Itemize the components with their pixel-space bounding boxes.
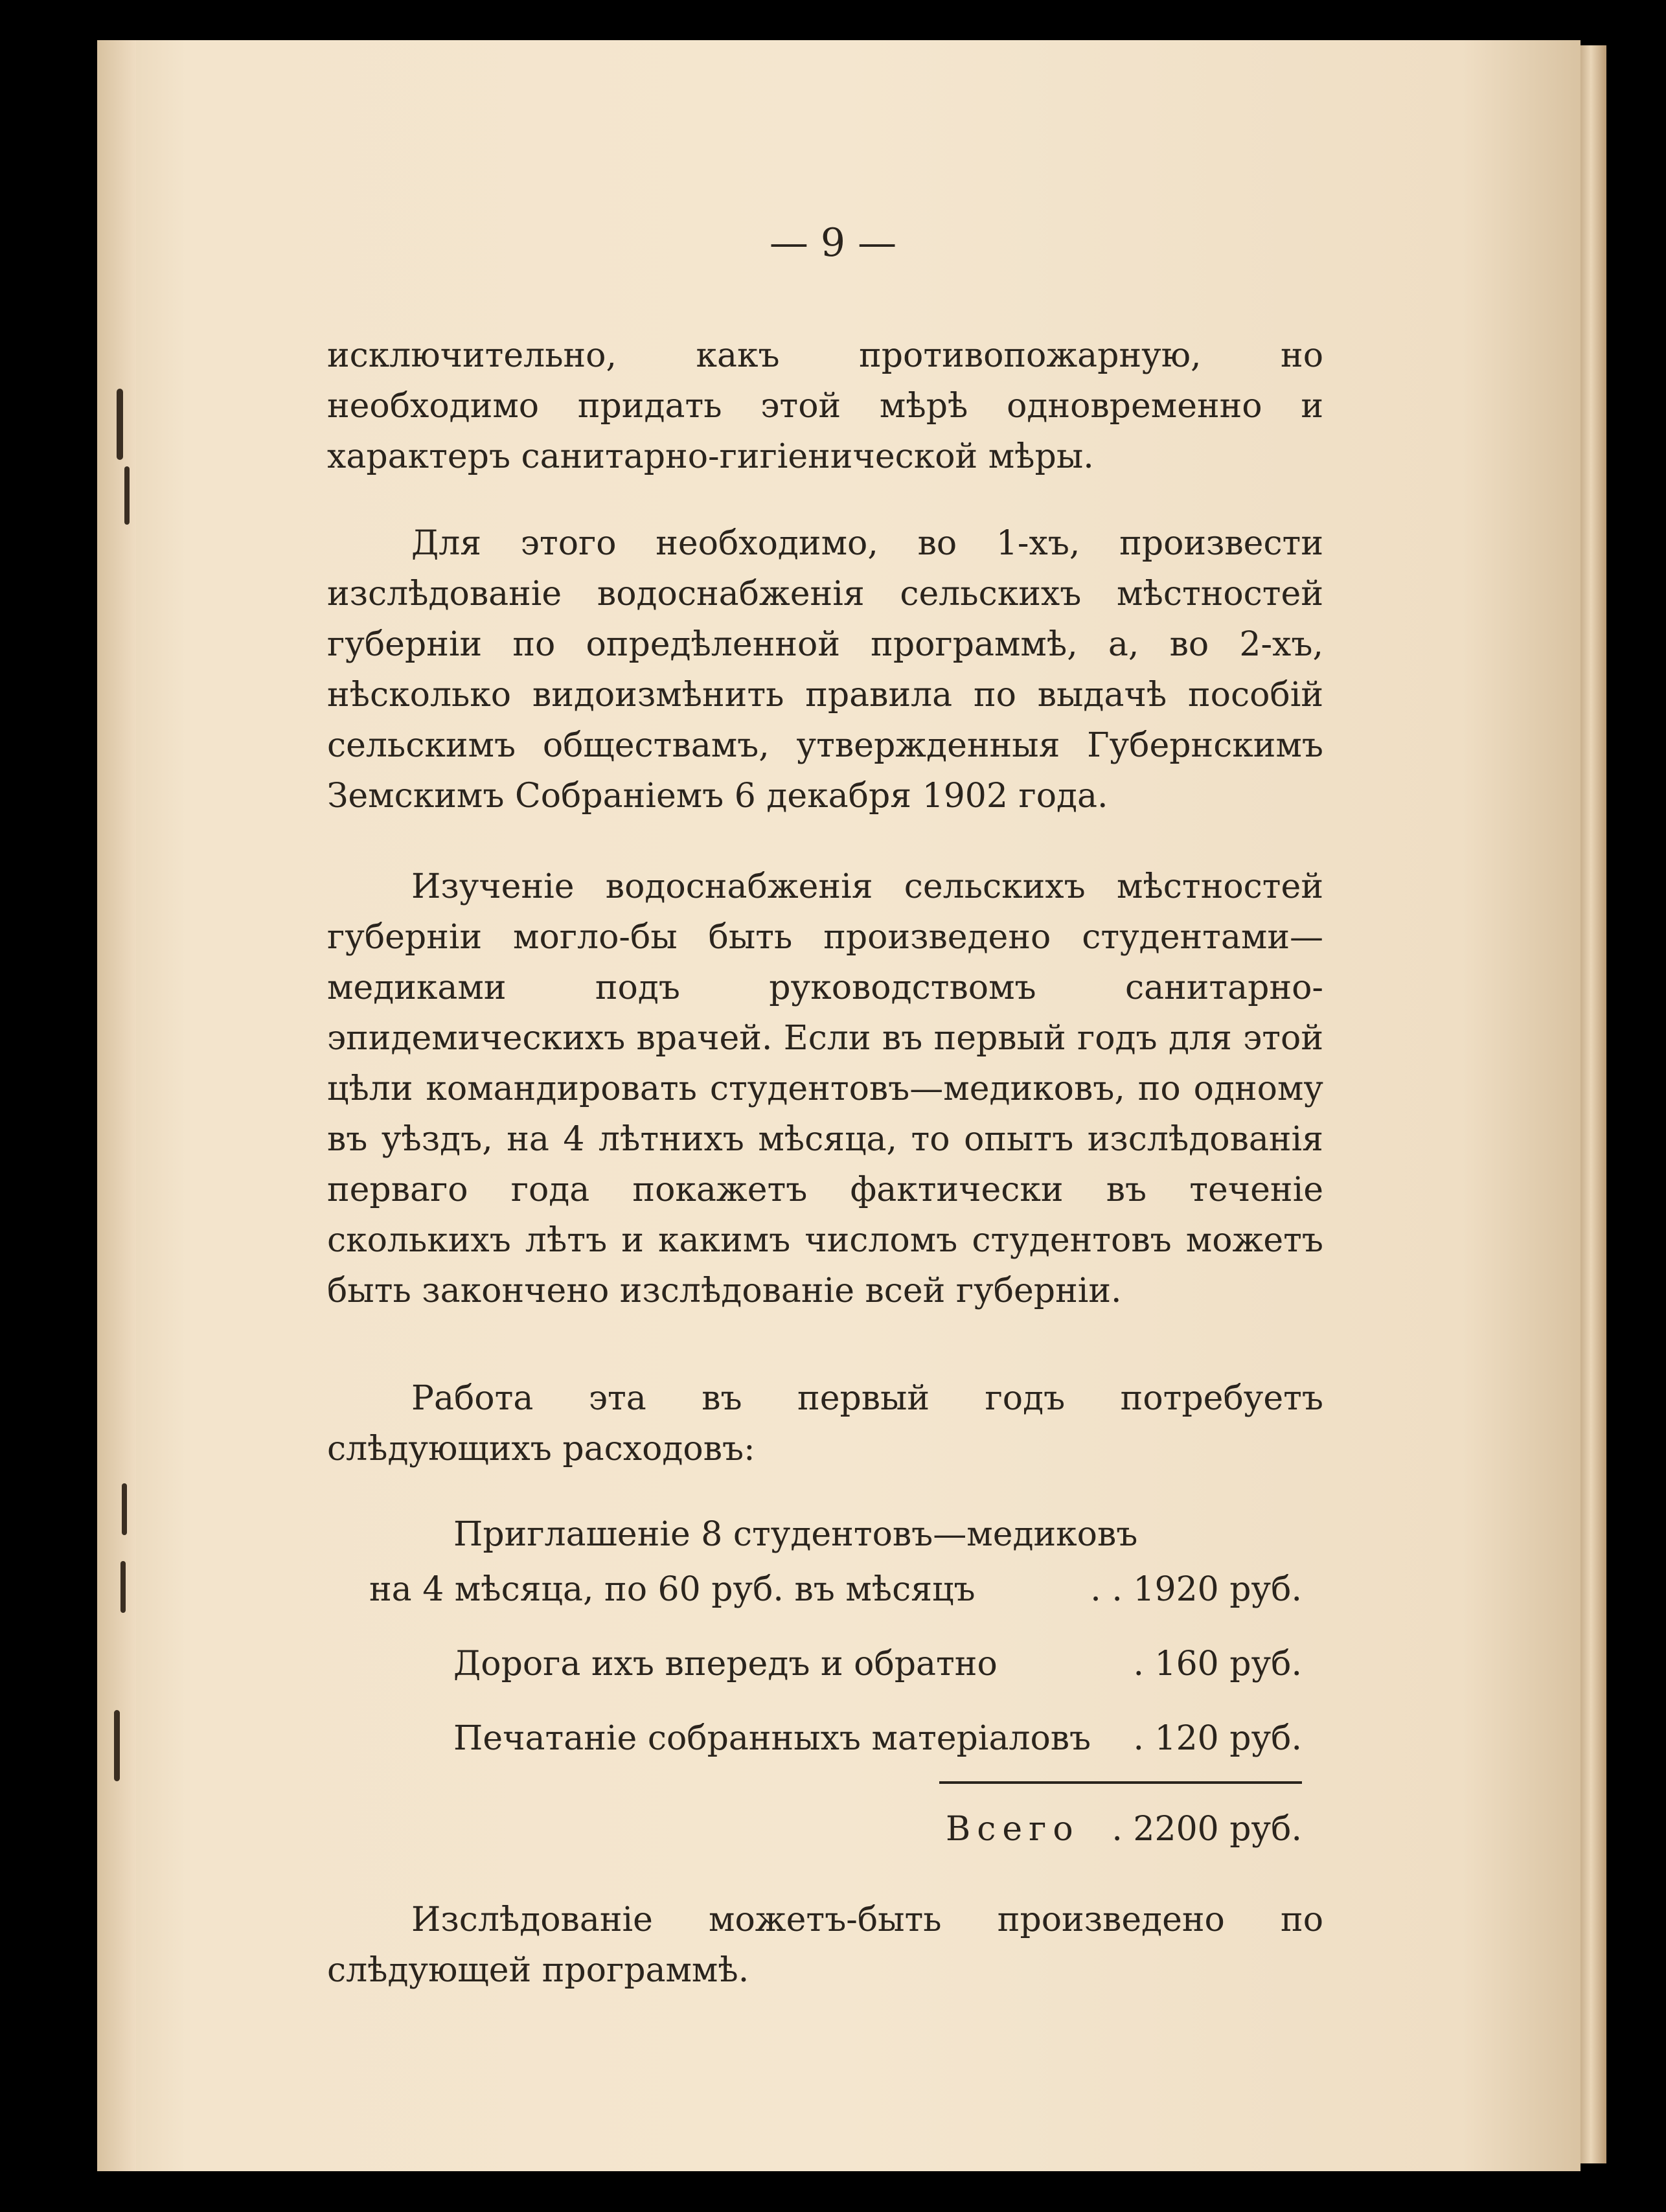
- cost-item-sum: 1920 руб.: [1133, 1570, 1302, 1609]
- page-number: — 9 —: [769, 220, 897, 266]
- cost-item-sum-group: [1133, 1713, 1302, 1764]
- paragraph-text: Для этого необходимо, во 1-хъ, произвести изслѣдованіе водоснабженія сельскихъ мѣстностей губерніи по опредѣленной программѣ, а, во 2-хъ, нѣсколько видоизмѣнить правила по выдачѣ пособій сельскимъ обществамъ, утвержденныя Губернскимъ Земскимъ Собраніемъ 6 декабря 1902 года.: [327, 524, 1323, 815]
- total-divider-line: [939, 1781, 1302, 1784]
- cost-item-students: [369, 1564, 1302, 1615]
- binding-stitch-mark: [120, 1561, 126, 1613]
- cost-leader-dots: .: [1112, 1810, 1123, 1849]
- cost-total-label: Всего: [946, 1810, 1080, 1849]
- binding-stitch-mark: [124, 466, 130, 525]
- paragraph-continuation: [327, 330, 1323, 482]
- cost-leader-dots: . .: [1090, 1570, 1123, 1609]
- paragraph-water-study: [327, 861, 1323, 1316]
- cost-item-text: Приглашеніе 8 студентовъ—медиковъ: [453, 1515, 1138, 1554]
- page-edge: [1580, 45, 1606, 2163]
- binding-stitch-mark: [122, 1483, 127, 1535]
- paragraph-text: Изученіе водоснабженія сельскихъ мѣстностей губерніи могло-бы быть произведено студентами—медиками подъ руководствомъ санитарно-эпидемическихъ врачей. Если въ первый годъ для этой цѣли командировать студентовъ—медиковъ, по одному въ уѣздъ, на 4 лѣтнихъ мѣсяца, то опытъ изслѣдованія перваго года покажетъ фактически въ теченіе сколькихъ лѣтъ и какимъ числомъ студентовъ можетъ быть закончено изслѣдованіе всей губерніи.: [327, 867, 1323, 1310]
- cost-item-sum-group: [1133, 1639, 1302, 1689]
- paragraph-research-plan: [327, 518, 1323, 821]
- paragraph-text: Работа эта въ первый годъ потребуетъ слѣдующихъ расходовъ:: [327, 1379, 1323, 1468]
- cost-item-students-label: [453, 1509, 1308, 1560]
- cost-total-sum: 2200 руб.: [1133, 1810, 1302, 1849]
- binding-stitch-mark: [117, 389, 123, 460]
- cost-item-sum: 120 руб.: [1154, 1719, 1302, 1758]
- cost-item-sum-group: [1090, 1564, 1302, 1615]
- cost-leader-dots: .: [1133, 1645, 1144, 1683]
- paragraph-text: исключительно, какъ противопожарную, но необходимо придать этой мѣрѣ одновременно и характеръ санитарно-гигіенической мѣры.: [327, 336, 1323, 476]
- cost-item-travel: [453, 1639, 1302, 1689]
- page-gutter: [97, 40, 136, 2171]
- cost-total: [946, 1804, 1302, 1854]
- cost-leader-dots: .: [1133, 1719, 1144, 1758]
- cost-item-text: Дорога ихъ впередъ и обратно: [453, 1645, 998, 1683]
- cost-item-printing: [453, 1713, 1302, 1764]
- paragraph-expenses-intro: [327, 1373, 1323, 1474]
- paragraph-text: Изслѣдованіе можетъ-быть произведено по слѣдующей программѣ.: [327, 1900, 1323, 1990]
- cost-item-text: на 4 мѣсяца, по 60 руб. въ мѣсяцъ: [369, 1570, 976, 1609]
- cost-item-sum-group: [1112, 1804, 1302, 1854]
- paragraph-program-intro: [327, 1895, 1323, 1996]
- binding-stitch-mark: [114, 1710, 120, 1781]
- cost-item-text: Печатаніе собранныхъ матеріаловъ: [453, 1719, 1091, 1758]
- cost-item-sum: 160 руб.: [1154, 1645, 1302, 1683]
